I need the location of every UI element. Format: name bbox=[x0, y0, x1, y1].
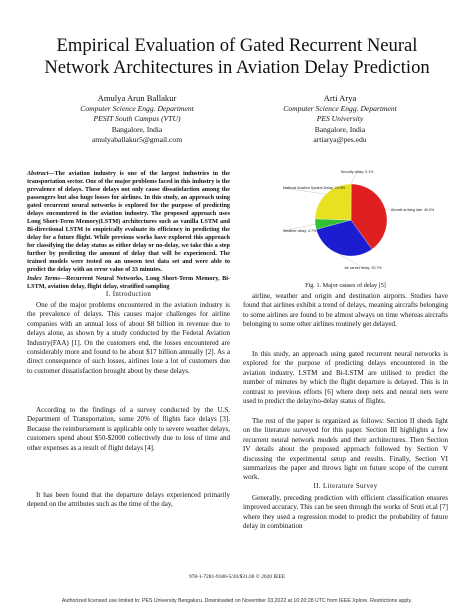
paragraph: The rest of the paper is organized as follows: Section II sheds light on the literature surveyed for this paper. Section III highlights a few recurrent neural network models and their architectures. Then Section IV details about the proposed approach followed by Section V discussing the experimental setup and results. Finally, Section VI summarizes the paper and throws light on future scope of the current work. bbox=[243, 417, 448, 482]
author-name: Arti Arya bbox=[323, 93, 357, 103]
pie-slice-label: Security delay: 0.1% bbox=[340, 170, 374, 174]
paragraph: Generally, preceding prediction with efficient classification ensures improved accuracy. This can be seen through the works of Sruti et.al [7] where they used a regression model to predict the probability of future delay in combination bbox=[243, 494, 448, 531]
author-city: Bangalore, India bbox=[314, 124, 366, 134]
author-inst: PES University bbox=[316, 114, 364, 124]
copyright-line: 978-1-7281-9180-5/20/$31.00 © 2020 IEEE bbox=[188, 574, 286, 580]
paragraph: In this study, an approach using gated recurrent neural networks is explored for the purpose of predicting delays encountered in the aviation industry. LSTM and Bi-LSTM are utilised to predict the number of minutes by which the flight departure is delayed. This is in contrast to previous efforts [6] where deep nets and neural nets were used to predict the delay/no-delay status of flights. bbox=[243, 350, 448, 406]
index-terms-text: —Recurrent Neural Networks, Long Short-Term Memory, Bi-LSTM, aviation delay, flight delay, stratified sampling bbox=[27, 275, 230, 290]
abstract-label: Abstract bbox=[27, 170, 49, 177]
author-email: artiarya@pes.edu bbox=[313, 135, 367, 145]
download-footer: Authorized licensed use limited to: PES University Bengaluru. Downloaded on November 03,2022 at 10:20:28 UTC from IEEE Xplore. Restrictions apply. bbox=[61, 598, 413, 604]
author-block-2 bbox=[240, 92, 440, 146]
figure-caption: Fig. 1. Major causes of delay [5] bbox=[305, 282, 386, 289]
section-heading-introduction: I. Introduction bbox=[105, 291, 152, 298]
pie-slice-label: Aircraft arriving late: 40.0% bbox=[391, 208, 435, 212]
author-city: Bangalore, India bbox=[111, 124, 163, 134]
paper-title-line1: Empirical Evaluation of Gated Recurrent Neural bbox=[56, 35, 418, 56]
pie-slice-label: Weather delay: 4.7% bbox=[283, 229, 317, 233]
author-block-1 bbox=[37, 92, 237, 146]
paragraph: airline, weather and origin and destination airports. Studies have found that airlines exhibit a trend of delays, meaning aircrafts belonging to some airlines are found to be almost always on time whereas aircrafts belonging to some other airlines routinely get delayed. bbox=[243, 292, 448, 329]
author-dept: Computer Science Engg. Department bbox=[283, 104, 397, 113]
pie-slice-label: Air carrier delay: 30.7% bbox=[344, 266, 382, 270]
abstract-block bbox=[27, 170, 230, 291]
paper-title-line2: Network Architectures in Aviation Delay Prediction bbox=[44, 57, 430, 78]
section-heading-literature-survey: II. Literature Survey bbox=[313, 483, 378, 490]
pie-slice-label: National Aviation System Delay: 24.5% bbox=[283, 186, 346, 190]
author-email: amulyaballakur5@gmail.com bbox=[91, 135, 183, 145]
author-name: Amulya Arun Ballakur bbox=[97, 93, 177, 103]
author-dept: Computer Science Engg. Department bbox=[80, 104, 194, 113]
abstract-text: —The aviation industry is one of the largest industries in the transportation sector. One of the major problems faced in this industry is the prevalence of delays. These delays not only cause dissatisfaction among the passengers but also huge losses for airlines. In this study, an approach using gated recurrent neural networks is explored for the purpose of predicting delays encountered in the aviation industry. The proposed approach uses Long Short-Term Memory(LSTM) architectures such as vanilla LSTM and Bi-directional LSTM to empirically evaluate its efficiency in predicting the delay for a future flight. While previous works have explored this approach for classifying the delay status as either delay or no-delay, we take this a step further by predicting the amount of delay that will be experienced. The trained models were tested on an unseen test data set and were able to predict the delay with an error value of 33 minutes. bbox=[27, 170, 230, 273]
paragraph: One of the major problems encountered in the aviation industry is the prevalence of delays. This causes major challenges for airline companies with an annual loss of about $8 billion in revenue due to delays alone, as shown by a study conducted by the Federal Aviation Industry(FAA) [1]. On the customers end, the losses encountered are considerably more and found to be about $17 billion annually [2]. As a direct consequence of such losses, airlines lose a lot of customers due to customer dissatisfaction brought about by these delays. bbox=[27, 301, 230, 375]
index-terms-label: Index Terms bbox=[27, 275, 60, 282]
author-inst: PESIT South Campus (VTU) bbox=[93, 114, 181, 124]
paragraph: According to the findings of a survey conducted by the U.S. Department of Transportation, some 20% of flights face delays [3]. Because the reimbursement is applicable only to severe weather delays, customers spend about $50-$2000 collectively due to loss of time and other expenses as a result of flight delays [4]. bbox=[27, 406, 230, 452]
paragraph: It has been found that the departure delays experienced primarily depend on the attributes such as the time of the day, bbox=[27, 491, 230, 509]
pie-chart-delay-causes bbox=[243, 165, 448, 275]
